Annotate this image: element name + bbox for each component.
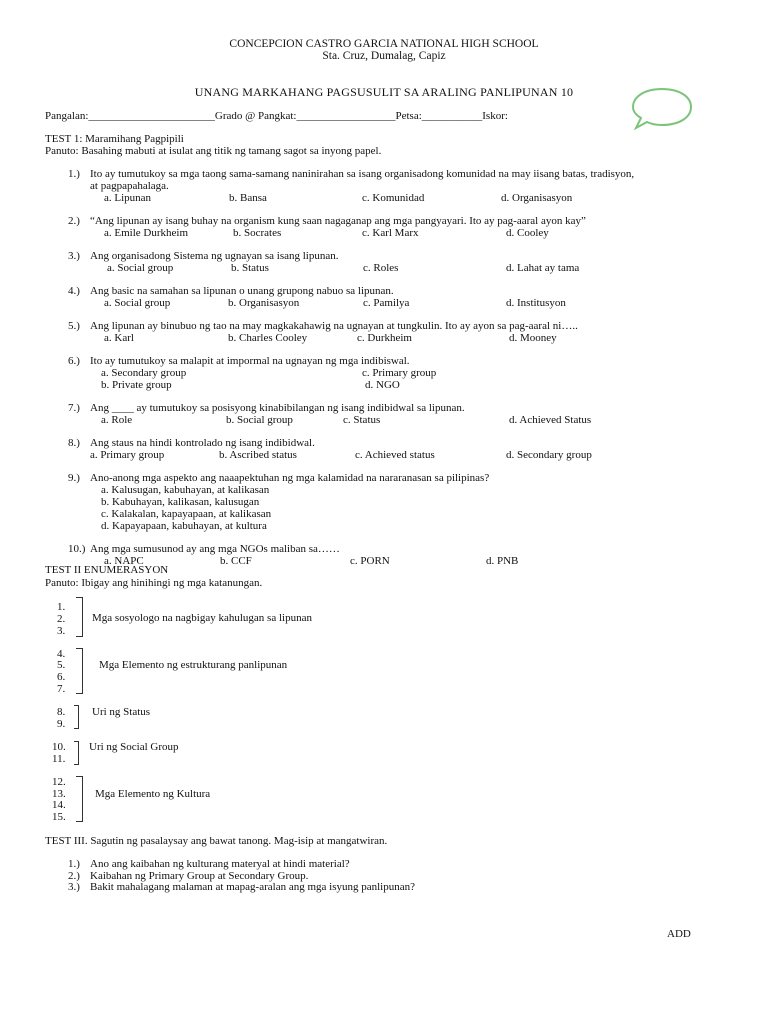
question-number: 9.)	[68, 472, 80, 484]
enum-number: 13.	[52, 788, 66, 800]
speech-bubble-icon	[630, 86, 694, 130]
enum-number: 9.	[57, 718, 66, 730]
option: c. Pamilya	[363, 297, 410, 309]
option: a. Role	[101, 414, 133, 426]
option: d. Organisasyon	[501, 192, 573, 204]
option: b. Socrates	[233, 227, 282, 239]
question-number: 8.)	[68, 437, 80, 449]
enum-label: Uri ng Status	[92, 706, 151, 718]
option: b. Private group	[101, 379, 172, 391]
enum-bracket	[76, 776, 83, 822]
enum-number: 8.	[57, 706, 66, 718]
add-label: ADD	[667, 928, 691, 940]
question-text: Ito ay tumutukoy sa mga taong sama-samang naninirahan sa isang organisadong komunidad na may iisang batas, tradisyon,	[90, 168, 635, 180]
option: a. Secondary group	[101, 367, 187, 379]
option: a. Social group	[104, 297, 171, 309]
question-text: Bakit mahalagang malaman at mapag-aralan ang mga isyung panlipunan?	[90, 881, 415, 893]
enum-number: 14.	[52, 799, 66, 811]
option: a. Social group	[107, 262, 174, 274]
enum-number: 3.	[57, 625, 66, 637]
option: a. NAPC	[104, 555, 144, 567]
enum-number: 11.	[52, 753, 66, 765]
option: c. Komunidad	[362, 192, 425, 204]
option: d. Kapayapaan, kabuhayan, at kultura	[101, 520, 267, 532]
option: b. Status	[231, 262, 269, 274]
test2-instruction: Panuto: Ibigay ang hinihingi ng mga katanungan.	[45, 577, 263, 589]
option: d. PNB	[486, 555, 519, 567]
question-text: “Ang lipunan ay isang buhay na organism kung saan nagaganap ang mga pangyayari. Ito ay pag-aaral ayon kay”	[90, 215, 586, 227]
question-number: 5.)	[68, 320, 80, 332]
enum-bracket	[74, 705, 79, 729]
question-number: 1.)	[68, 858, 80, 870]
option: b. Kabuhayan, kalikasan, kalusugan	[101, 496, 260, 508]
option: a. Emile Durkheim	[104, 227, 189, 239]
question-number: 4.)	[68, 285, 80, 297]
option: d. Mooney	[509, 332, 557, 344]
question-number: 10.)	[68, 543, 86, 555]
enum-number: 12.	[52, 776, 66, 788]
test1-title: TEST 1: Maramihang Pagpipili	[45, 133, 184, 145]
question-text: Ang mga sumusunod ay ang mga NGOs maliban sa……	[90, 543, 340, 555]
question-number: 3.)	[68, 250, 80, 262]
option: d. NGO	[365, 379, 400, 391]
option: b. Ascribed status	[219, 449, 297, 461]
question-text: Ang organisadong Sistema ng ugnayan sa isang lipunan.	[90, 250, 339, 262]
enum-bracket	[76, 597, 83, 637]
question-number: 2.)	[68, 870, 80, 882]
option: c. PORN	[350, 555, 390, 567]
question-text: Ito ay tumutukoy sa malapit at impormal na ugnayan ng mga indibiswal.	[90, 355, 410, 367]
enum-bracket	[76, 648, 83, 694]
option: c. Status	[343, 414, 381, 426]
option: b. Organisasyon	[228, 297, 300, 309]
option: b. Charles Cooley	[228, 332, 308, 344]
question-number: 3.)	[68, 881, 80, 893]
option: a. Lipunan	[104, 192, 152, 204]
option: c. Durkheim	[357, 332, 412, 344]
enum-label: Uri ng Social Group	[89, 741, 179, 753]
enum-number: 7.	[57, 683, 66, 695]
student-info-line: Pangalan:_______________________Grado @ Pangkat:__________________Petsa:___________Iskor:	[45, 110, 508, 122]
option: c. Roles	[363, 262, 399, 274]
school-name: CONCEPCION CASTRO GARCIA NATIONAL HIGH SCHOOL	[229, 38, 539, 50]
option: a. Kalusugan, kabuhayan, at kalikasan	[101, 484, 270, 496]
test1-instruction: Panuto: Basahing mabuti at isulat ang titik ng tamang sagot sa inyong papel.	[45, 145, 382, 157]
enum-number: 5.	[57, 659, 66, 671]
question-text: Kaibahan ng Primary Group at Secondary Group.	[90, 870, 309, 882]
enum-number: 4.	[57, 648, 66, 660]
question-text: Ano-anong mga aspekto ang naaapektuhan ng mga kalamidad na nararanasan sa pilipinas?	[90, 472, 490, 484]
option: a. Karl	[104, 332, 134, 344]
question-number: 7.)	[68, 402, 80, 414]
question-number: 6.)	[68, 355, 80, 367]
enum-number: 6.	[57, 671, 66, 683]
enum-label: Mga sosyologo na nagbigay kahulugan sa lipunan	[92, 612, 312, 624]
test3-title: TEST III. Sagutin ng pasalaysay ang bawat tanong. Mag-isip at mangatwiran.	[45, 835, 388, 847]
enum-label: Mga Elemento ng estrukturang panlipunan	[99, 659, 288, 671]
enum-number: 10.	[52, 741, 66, 753]
question-text: Ang ____ ay tumutukoy sa posisyong kinabibilangan ng isang indibidwal sa lipunan.	[90, 402, 465, 414]
question-text: Ang lipunan ay binubuo ng tao na may magkakahawig na ugnayan at tungkulin. Ito ay ayon sa pag-aaral ni…..	[90, 320, 578, 332]
question-text: Ano ang kaibahan ng kulturang materyal at hindi material?	[90, 858, 350, 870]
option: b. CCF	[220, 555, 252, 567]
option: d. Achieved Status	[509, 414, 592, 426]
enum-bracket	[74, 741, 79, 765]
option: d. Institusyon	[506, 297, 566, 309]
enum-label: Mga Elemento ng Kultura	[95, 788, 211, 800]
option: b. Bansa	[229, 192, 267, 204]
question-number: 2.)	[68, 215, 80, 227]
option: c. Achieved status	[355, 449, 435, 461]
school-address: Sta. Cruz, Dumalag, Capiz	[322, 50, 446, 62]
option: c. Kalakalan, kapayapaan, at kalikasan	[101, 508, 272, 520]
question-number: 1.)	[68, 168, 80, 180]
exam-title: UNANG MARKAHANG PAGSUSULIT SA ARALING PANLIPUNAN 10	[194, 85, 574, 99]
question-text-cont: at pagpapahalaga.	[90, 180, 169, 192]
option: a. Primary group	[90, 449, 165, 461]
test2-title: TEST II ENUMERASYON	[45, 564, 169, 576]
option: c. Primary group	[362, 367, 437, 379]
enum-number: 15.	[52, 811, 66, 823]
option: d. Lahat ay tama	[506, 262, 580, 274]
question-text: Ang basic na samahan sa lipunan o unang grupong nabuo sa lipunan.	[90, 285, 394, 297]
option: b. Social group	[226, 414, 293, 426]
option: c. Karl Marx	[362, 227, 419, 239]
question-text: Ang staus na hindi kontrolado ng isang indibidwal.	[90, 437, 315, 449]
option: d. Secondary group	[506, 449, 592, 461]
option: d. Cooley	[506, 227, 549, 239]
enum-number: 1.	[57, 601, 66, 613]
enum-number: 2.	[57, 613, 66, 625]
